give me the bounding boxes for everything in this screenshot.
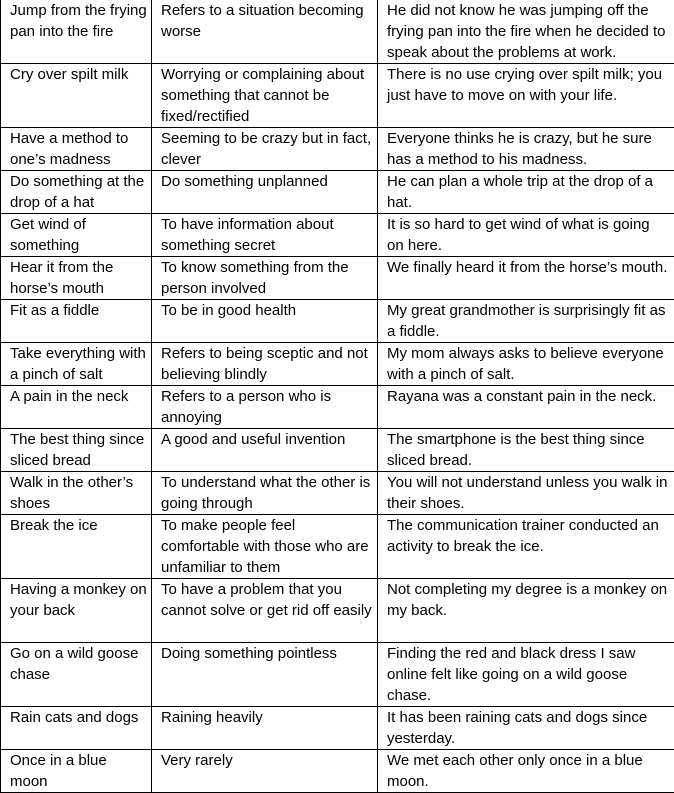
example-cell: Not completing my degree is a monkey on my back.: [378, 579, 674, 643]
table-row: [1, 128, 674, 171]
meaning-cell: Refers to a situation becoming worse: [152, 0, 378, 64]
table-row: [1, 429, 674, 472]
idiom-cell: Get wind of something: [1, 214, 152, 257]
meaning-cell: Do something unplanned: [152, 171, 378, 214]
example-cell: He did not know he was jumping off the frying pan into the fire when he decided to speak about the problems at work.: [378, 0, 674, 64]
example-cell: There is no use crying over spilt milk; you just have to move on with your life.: [378, 64, 674, 128]
idiom-cell: Rain cats and dogs: [1, 707, 152, 750]
table-row: [1, 343, 674, 386]
example-cell: Rayana was a constant pain in the neck.: [378, 386, 674, 429]
meaning-cell: To make people feel comfortable with those who are unfamiliar to them: [152, 515, 378, 579]
meaning-cell: To know something from the person involved: [152, 257, 378, 300]
table-row: [1, 386, 674, 429]
idiom-cell: Jump from the frying pan into the fire: [1, 0, 152, 64]
meaning-cell: To be in good health: [152, 300, 378, 343]
meaning-cell: To have information about something secret: [152, 214, 378, 257]
idiom-cell: A pain in the neck: [1, 386, 152, 429]
table-row: [1, 0, 674, 64]
example-cell: It is so hard to get wind of what is going on here.: [378, 214, 674, 257]
table-row: [1, 257, 674, 300]
example-cell: We met each other only once in a blue moon.: [378, 750, 674, 793]
example-cell: Finding the red and black dress I saw online felt like going on a wild goose chase.: [378, 643, 674, 707]
example-cell: The smartphone is the best thing since sliced bread.: [378, 429, 674, 472]
example-cell: My mom always asks to believe everyone with a pinch of salt.: [378, 343, 674, 386]
table-row: [1, 171, 674, 214]
table-row: [1, 472, 674, 515]
table-row: [1, 750, 674, 793]
table-row: [1, 515, 674, 579]
meaning-cell: To have a problem that you cannot solve or get rid off easily: [152, 579, 378, 643]
idiom-cell: Do something at the drop of a hat: [1, 171, 152, 214]
idiom-cell: Take everything with a pinch of salt: [1, 343, 152, 386]
idiom-cell: Break the ice: [1, 515, 152, 579]
example-cell: My great grandmother is surprisingly fit as a fiddle.: [378, 300, 674, 343]
example-cell: We finally heard it from the horse’s mouth.: [378, 257, 674, 300]
idiom-cell: Once in a blue moon: [1, 750, 152, 793]
example-cell: You will not understand unless you walk in their shoes.: [378, 472, 674, 515]
meaning-cell: To understand what the other is going through: [152, 472, 378, 515]
table-row: [1, 579, 674, 643]
example-cell: It has been raining cats and dogs since yesterday.: [378, 707, 674, 750]
meaning-cell: Refers to being sceptic and not believing blindly: [152, 343, 378, 386]
meaning-cell: Refers to a person who is annoying: [152, 386, 378, 429]
meaning-cell: Seeming to be crazy but in fact, clever: [152, 128, 378, 171]
table-row: [1, 214, 674, 257]
example-cell: He can plan a whole trip at the drop of a hat.: [378, 171, 674, 214]
table-row: [1, 643, 674, 707]
idiom-cell: Have a method to one’s madness: [1, 128, 152, 171]
idiom-cell: Go on a wild goose chase: [1, 643, 152, 707]
example-cell: Everyone thinks he is crazy, but he sure has a method to his madness.: [378, 128, 674, 171]
idiom-cell: Cry over spilt milk: [1, 64, 152, 128]
meaning-cell: A good and useful invention: [152, 429, 378, 472]
idiom-cell: Having a monkey on your back: [1, 579, 152, 643]
meaning-cell: Worrying or complaining about something that cannot be fixed/rectified: [152, 64, 378, 128]
meaning-cell: Raining heavily: [152, 707, 378, 750]
meaning-cell: Doing something pointless: [152, 643, 378, 707]
example-cell: The communication trainer conducted an activity to break the ice.: [378, 515, 674, 579]
idiom-cell: Fit as a fiddle: [1, 300, 152, 343]
table-row: [1, 707, 674, 750]
table-row: [1, 64, 674, 128]
idiom-cell: The best thing since sliced bread: [1, 429, 152, 472]
idiom-cell: Hear it from the horse’s mouth: [1, 257, 152, 300]
idiom-cell: Walk in the other’s shoes: [1, 472, 152, 515]
table-row: [1, 300, 674, 343]
meaning-cell: Very rarely: [152, 750, 378, 793]
